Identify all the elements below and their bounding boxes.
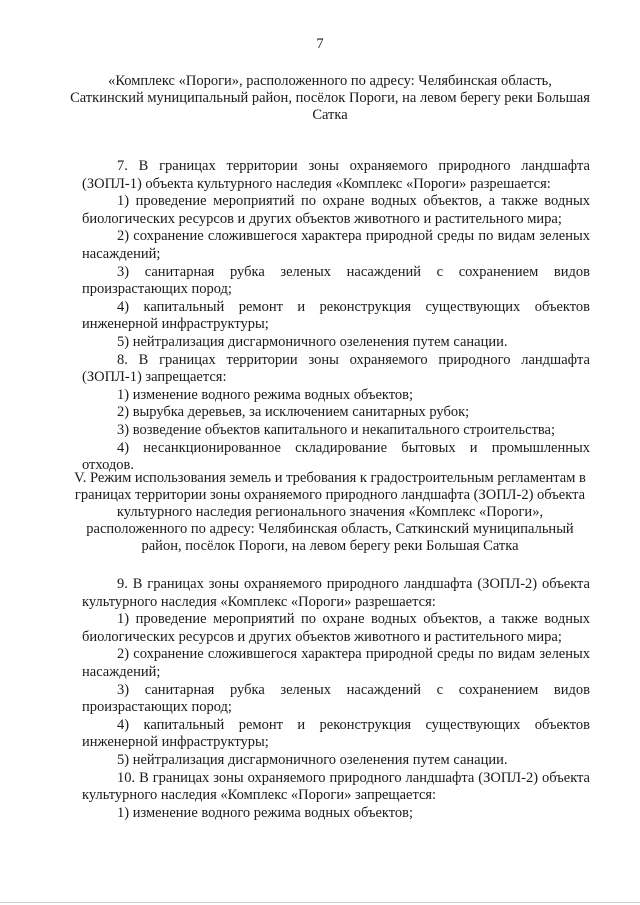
- clause-9-intro: 9. В границах зоны охраняемого природного ландшафта (ЗОПЛ-2) объекта культурного наследия «Комплекс «Пороги» разрешается:: [82, 576, 590, 610]
- clause-10-item-1: 1) изменение водного режима водных объектов;: [117, 804, 414, 821]
- clause-8-item-1: 1) изменение водного режима водных объектов;: [117, 386, 414, 403]
- clause-7-item-1: 1) проведение мероприятий по охране водных объектов, а также водных биологических ресурсов и других объектов животного и растительного мира;: [82, 193, 590, 227]
- clause-9-item-1: 1) проведение мероприятий по охране водных объектов, а также водных биологических ресурсов и других объектов животного и растительного мира;: [82, 611, 590, 645]
- clause-8-item-2: 2) вырубка деревьев, за исключением санитарных рубок;: [117, 404, 470, 421]
- clause-9-item-3: 3) санитарная рубка зеленых насаждений с сохранением видов произрастающих пород;: [82, 681, 590, 716]
- page-number: 7: [316, 36, 324, 52]
- clause-7-item-2: 2) сохранение сложившегося характера природной среды по видам зеленых насаждений;: [82, 228, 590, 262]
- clause-9-item-5: 5) нейтрализация дисгармоничного озеленения путем санации.: [117, 751, 508, 768]
- page-bottom-edge: [0, 902, 640, 903]
- clause-7-intro: 7. В границах территории зоны охраняемого природного ландшафта (ЗОПЛ-1) объекта культурного наследия «Комплекс «Пороги» разрешается:: [82, 158, 590, 192]
- clause-7-item-3: 3) санитарная рубка зеленых насаждений с сохранением видов произрастающих пород;: [82, 263, 590, 298]
- clause-8-intro: 8. В границах территории зоны охраняемого природного ландшафта (ЗОПЛ-1) запрещается:: [82, 351, 590, 386]
- section-heading-continued: «Комплекс «Пороги», расположенного по адресу: Челябинская область, Саткинский муниципальный район, посёлок Пороги, на левом берегу реки Большая Сатка: [70, 73, 590, 123]
- clause-8-item-3: 3) возведение объектов капитального и некапитального строительства;: [117, 421, 556, 438]
- clause-9-item-2: 2) сохранение сложившегося характера природной среды по видам зеленых насаждений;: [82, 646, 590, 680]
- paragraph-group-zopl-1: [82, 158, 590, 475]
- clause-7-item-5: 5) нейтрализация дисгармоничного озеленения путем санации.: [117, 333, 508, 350]
- paragraph-group-zopl-2: [82, 576, 590, 822]
- clause-10-intro: 10. В границах зоны охраняемого природного ландшафта (ЗОПЛ-2) объекта культурного наследия «Комплекс «Пороги» запрещается:: [82, 769, 590, 804]
- clause-7-item-4: 4) капитальный ремонт и реконструкция существующих объектов инженерной инфраструктуры;: [82, 298, 590, 333]
- clause-9-item-4: 4) капитальный ремонт и реконструкция существующих объектов инженерной инфраструктуры;: [82, 716, 590, 751]
- section-v-heading: V. Режим использования земель и требования к градостроительным регламентам в границах территории зоны охраняемого природного ландшафта (ЗОПЛ-2) объекта культурного наследия регионального значения «Комплекс «Пороги», расположенного по адресу: Челябинская область, Саткинский муниципальный район, посёлок Пороги, на левом берегу реки Большая Сатка: [74, 470, 586, 554]
- clause-8-item-4: 4) несанкционированное складирование бытовых и промышленных отходов.: [82, 439, 590, 474]
